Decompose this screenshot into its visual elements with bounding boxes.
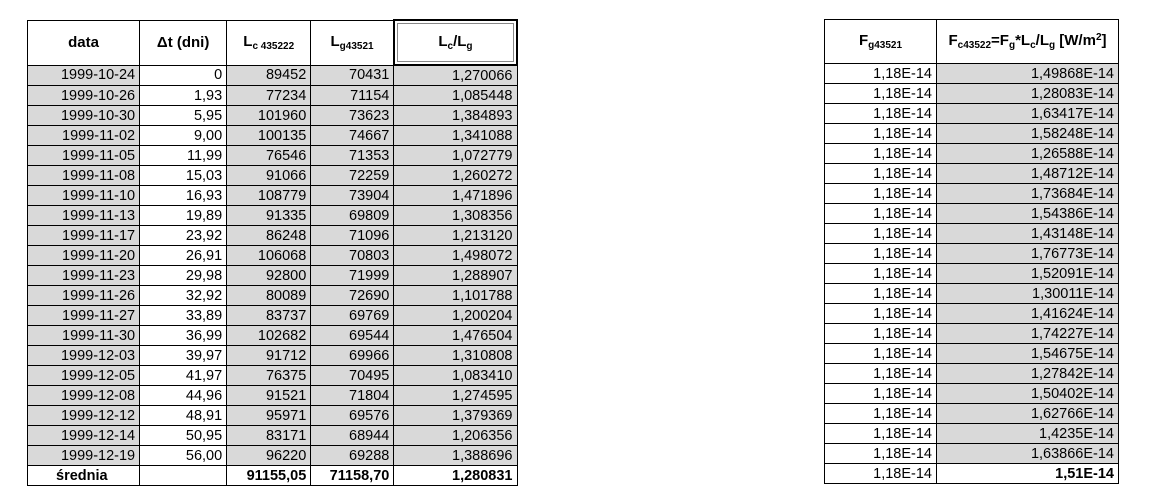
table-row (825, 384, 1119, 404)
table-row (28, 346, 518, 366)
cell-ratio[interactable]: 1,384893 (394, 106, 517, 126)
cell-ratio[interactable]: 1,341088 (394, 126, 517, 146)
cell-lg[interactable]: 72690 (311, 286, 394, 306)
cell-lg[interactable]: 69288 (311, 446, 394, 466)
cell-ratio[interactable]: 1,288907 (394, 266, 517, 286)
cell-lc[interactable]: 86248 (227, 226, 311, 246)
table-row (825, 84, 1119, 104)
cell-lc[interactable]: 100135 (227, 126, 311, 146)
cell-fc[interactable]: 1,27842E-14 (937, 364, 1119, 384)
cell-delta-t[interactable]: 15,03 (140, 166, 227, 186)
header-date[interactable]: data (28, 20, 140, 65)
cell-lg[interactable]: 71154 (311, 86, 394, 106)
cell-fc[interactable]: 1,50402E-14 (937, 384, 1119, 404)
cell-lg[interactable]: 73623 (311, 106, 394, 126)
cell-fg[interactable]: 1,18E-14 (825, 204, 937, 224)
cell-delta-t[interactable]: 26,91 (140, 246, 227, 266)
cell-lg[interactable]: 74667 (311, 126, 394, 146)
cell-ratio[interactable]: 1,274595 (394, 386, 517, 406)
cell-date[interactable]: 1999-11-20 (28, 246, 140, 266)
cell-delta-t[interactable]: 0 (140, 65, 227, 86)
cell-lg[interactable]: 71096 (311, 226, 394, 246)
cell-fg[interactable]: 1,18E-14 (825, 244, 937, 264)
cell-fc[interactable]: 1,52091E-14 (937, 264, 1119, 284)
cell-date[interactable]: 1999-11-05 (28, 146, 140, 166)
cell-lc[interactable]: 95971 (227, 406, 311, 426)
table-row (825, 224, 1119, 244)
cell-delta-t[interactable]: 44,96 (140, 386, 227, 406)
cell-ratio[interactable]: 1,310808 (394, 346, 517, 366)
cell-ratio[interactable]: 1,280831 (394, 466, 517, 486)
measurements-table (27, 19, 518, 486)
cell-date[interactable]: 1999-11-23 (28, 266, 140, 286)
cell-delta-t[interactable]: 39,97 (140, 346, 227, 366)
header-delta-t[interactable]: Δt (dni) (140, 20, 227, 65)
cell-lc[interactable]: 106068 (227, 246, 311, 266)
table-row (28, 266, 518, 286)
cell-lg[interactable]: 69769 (311, 306, 394, 326)
cell-ratio[interactable]: 1,308356 (394, 206, 517, 226)
cell-fg[interactable]: 1,18E-14 (825, 404, 937, 424)
cell-fg[interactable]: 1,18E-14 (825, 344, 937, 364)
footer-row-average (28, 466, 518, 486)
cell-date[interactable]: 1999-11-08 (28, 166, 140, 186)
cell-date[interactable]: 1999-12-08 (28, 386, 140, 406)
cell-fg[interactable]: 1,18E-14 (825, 124, 937, 144)
cell-fg[interactable]: 1,18E-14 (825, 164, 937, 184)
cell-fg[interactable]: 1,18E-14 (825, 184, 937, 204)
table-row (825, 184, 1119, 204)
cell-ratio[interactable]: 1,476504 (394, 326, 517, 346)
cell-date[interactable]: 1999-10-24 (28, 65, 140, 86)
table-row (825, 64, 1119, 84)
cell-delta-t[interactable]: 23,92 (140, 226, 227, 246)
cell-date[interactable]: 1999-12-14 (28, 426, 140, 446)
cell-lg[interactable]: 70803 (311, 246, 394, 266)
cell-delta-t[interactable]: 41,97 (140, 366, 227, 386)
header-row (28, 20, 518, 65)
cell-ratio[interactable]: 1,270066 (394, 65, 517, 86)
cell-fg[interactable]: 1,18E-14 (825, 324, 937, 344)
cell-lg[interactable]: 70431 (311, 65, 394, 86)
cell-date[interactable]: 1999-11-27 (28, 306, 140, 326)
table-row (28, 286, 518, 306)
cell-lg[interactable]: 70495 (311, 366, 394, 386)
cell-fc[interactable]: 1,41624E-14 (937, 304, 1119, 324)
cell-fc[interactable]: 1,58248E-14 (937, 124, 1119, 144)
table-row (28, 186, 518, 206)
cell-fc[interactable]: 1,48712E-14 (937, 164, 1119, 184)
cell-fc[interactable]: 1,28083E-14 (937, 84, 1119, 104)
cell-delta-t[interactable]: 16,93 (140, 186, 227, 206)
cell-fg[interactable]: 1,18E-14 (825, 284, 937, 304)
cell-delta-t[interactable]: 9,00 (140, 126, 227, 146)
header-lc[interactable]: $L_{c 435222}$ (227, 20, 311, 65)
cell-lg[interactable]: 73904 (311, 186, 394, 206)
table-row (28, 86, 518, 106)
cell-ratio[interactable]: 1,379369 (394, 406, 517, 426)
cell-lg[interactable]: 69809 (311, 206, 394, 226)
flux-table (824, 19, 1119, 484)
cell-lg[interactable]: 71158,70 (311, 466, 394, 486)
cell-date[interactable]: 1999-11-17 (28, 226, 140, 246)
header-lg[interactable]: $L_{g43521}$ (311, 20, 394, 65)
cell-date[interactable]: 1999-12-12 (28, 406, 140, 426)
cell-lc[interactable]: 91521 (227, 386, 311, 406)
cell-fg[interactable]: 1,18E-14 (825, 84, 937, 104)
cell-delta-t[interactable] (140, 466, 227, 486)
cell-ratio[interactable]: 1,471896 (394, 186, 517, 206)
cell-date[interactable]: 1999-12-05 (28, 366, 140, 386)
cell-lg[interactable]: 69966 (311, 346, 394, 366)
cell-fc[interactable]: 1,63417E-14 (937, 104, 1119, 124)
cell-fc[interactable]: 1,49868E-14 (937, 64, 1119, 84)
table-row (825, 364, 1119, 384)
cell-lg[interactable]: 69544 (311, 326, 394, 346)
table-row (825, 444, 1119, 464)
table-row (825, 264, 1119, 284)
cell-fc[interactable]: 1,4235E-14 (937, 424, 1119, 444)
header-row (825, 20, 1119, 64)
cell-lc[interactable]: 76375 (227, 366, 311, 386)
cell-date[interactable]: 1999-12-03 (28, 346, 140, 366)
cell-fg[interactable]: 1,18E-14 (825, 424, 937, 444)
table-row (28, 326, 518, 346)
table-row (28, 106, 518, 126)
cell-lc[interactable]: 80089 (227, 286, 311, 306)
cell-fg[interactable]: 1,18E-14 (825, 444, 937, 464)
cell-ratio[interactable]: 1,498072 (394, 246, 517, 266)
cell-date[interactable]: 1999-12-19 (28, 446, 140, 466)
cell-ratio[interactable]: 1,083410 (394, 366, 517, 386)
cell-delta-t[interactable]: 29,98 (140, 266, 227, 286)
cell-lc[interactable]: 83737 (227, 306, 311, 326)
cell-lg[interactable]: 71999 (311, 266, 394, 286)
cell-date[interactable]: 1999-10-26 (28, 86, 140, 106)
table-row (825, 304, 1119, 324)
cell-lc[interactable]: 91066 (227, 166, 311, 186)
cell-delta-t[interactable]: 32,92 (140, 286, 227, 306)
cell-lc[interactable]: 108779 (227, 186, 311, 206)
cell-delta-t[interactable]: 19,89 (140, 206, 227, 226)
table-row (28, 386, 518, 406)
table-row (28, 126, 518, 146)
cell-fc[interactable]: 1,26588E-14 (937, 144, 1119, 164)
table-row (825, 324, 1119, 344)
table-row (825, 144, 1119, 164)
cell-fc[interactable]: 1,54386E-14 (937, 204, 1119, 224)
cell-fc[interactable]: 1,73684E-14 (937, 184, 1119, 204)
cell-lg[interactable]: 71353 (311, 146, 394, 166)
cell-delta-t[interactable]: 11,99 (140, 146, 227, 166)
cell-fg[interactable]: 1,18E-14 (825, 144, 937, 164)
footer-row-average (825, 464, 1119, 484)
table-row (825, 164, 1119, 184)
cell-fc[interactable]: 1,43148E-14 (937, 224, 1119, 244)
table-row (825, 124, 1119, 144)
cell-delta-t[interactable]: 50,95 (140, 426, 227, 446)
cell-fc[interactable]: 1,74227E-14 (937, 324, 1119, 344)
header-ratio-selected-cell[interactable]: $L_c/L_g$ (394, 20, 517, 65)
table-row (28, 146, 518, 166)
cell-lc[interactable]: 91335 (227, 206, 311, 226)
cell-delta-t[interactable]: 36,99 (140, 326, 227, 346)
table-row (825, 284, 1119, 304)
table-row (825, 344, 1119, 364)
table-row (825, 404, 1119, 424)
cell-fc[interactable]: 1,30011E-14 (937, 284, 1119, 304)
cell-fg[interactable]: 1,18E-14 (825, 384, 937, 404)
cell-fc[interactable]: 1,54675E-14 (937, 344, 1119, 364)
cell-date[interactable]: 1999-11-13 (28, 206, 140, 226)
table-row (28, 426, 518, 446)
table-row (28, 446, 518, 466)
cell-delta-t[interactable]: 1,93 (140, 86, 227, 106)
table-row (28, 366, 518, 386)
cell-delta-t[interactable]: 33,89 (140, 306, 227, 326)
cell-ratio[interactable]: 1,388696 (394, 446, 517, 466)
cell-lc[interactable]: 96220 (227, 446, 311, 466)
table-row (825, 104, 1119, 124)
cell-date[interactable]: 1999-11-10 (28, 186, 140, 206)
cell-lc[interactable]: 91155,05 (227, 466, 311, 486)
cell-fg[interactable]: 1,18E-14 (825, 364, 937, 384)
cell-fg[interactable]: 1,18E-14 (825, 464, 937, 484)
cell-ratio[interactable]: 1,213120 (394, 226, 517, 246)
cell-fg[interactable]: 1,18E-14 (825, 64, 937, 84)
average-label[interactable]: średnia (28, 466, 140, 486)
table-row (28, 306, 518, 326)
cell-delta-t[interactable]: 56,00 (140, 446, 227, 466)
header-fg[interactable]: $F_{g43521}$ (825, 20, 937, 64)
cell-ratio[interactable]: 1,085448 (394, 86, 517, 106)
table-row (825, 204, 1119, 224)
cell-fg[interactable]: 1,18E-14 (825, 224, 937, 244)
cell-date[interactable]: 1999-11-02 (28, 126, 140, 146)
cell-date[interactable]: 1999-10-30 (28, 106, 140, 126)
cell-fc[interactable]: 1,62766E-14 (937, 404, 1119, 424)
cell-fg[interactable]: 1,18E-14 (825, 264, 937, 284)
cell-fc[interactable]: 1,63866E-14 (937, 444, 1119, 464)
cell-lg[interactable]: 72259 (311, 166, 394, 186)
cell-date[interactable]: 1999-11-30 (28, 326, 140, 346)
table-row (28, 166, 518, 186)
cell-lc[interactable]: 102682 (227, 326, 311, 346)
cell-ratio[interactable]: 1,101788 (394, 286, 517, 306)
cell-lc[interactable]: 77234 (227, 86, 311, 106)
cell-lc[interactable]: 76546 (227, 146, 311, 166)
cell-lg[interactable]: 68944 (311, 426, 394, 446)
cell-lg[interactable]: 71804 (311, 386, 394, 406)
cell-delta-t[interactable]: 5,95 (140, 106, 227, 126)
cell-ratio[interactable]: 1,072779 (394, 146, 517, 166)
cell-lc[interactable]: 92800 (227, 266, 311, 286)
cell-fc[interactable]: 1,51E-14 (937, 464, 1119, 484)
table-row (825, 424, 1119, 444)
cell-ratio[interactable]: 1,206356 (394, 426, 517, 446)
cell-lc[interactable]: 101960 (227, 106, 311, 126)
cell-fg[interactable]: 1,18E-14 (825, 304, 937, 324)
table-row (825, 244, 1119, 264)
cell-fg[interactable]: 1,18E-14 (825, 104, 937, 124)
cell-date[interactable]: 1999-11-26 (28, 286, 140, 306)
cell-lg[interactable]: 69576 (311, 406, 394, 426)
cell-lc[interactable]: 83171 (227, 426, 311, 446)
table-row (28, 65, 518, 86)
cell-fc[interactable]: 1,76773E-14 (937, 244, 1119, 264)
cell-delta-t[interactable]: 48,91 (140, 406, 227, 426)
table-row (28, 406, 518, 426)
cell-ratio[interactable]: 1,200204 (394, 306, 517, 326)
table-row (28, 206, 518, 226)
header-fc-formula[interactable]: $F_{c43522}=F_g*L_c/L_g$ $[W/m^2]$ (937, 20, 1119, 64)
table-row (28, 246, 518, 266)
cell-lc[interactable]: 91712 (227, 346, 311, 366)
table-row (28, 226, 518, 246)
cell-lc[interactable]: 89452 (227, 65, 311, 86)
cell-ratio[interactable]: 1,260272 (394, 166, 517, 186)
